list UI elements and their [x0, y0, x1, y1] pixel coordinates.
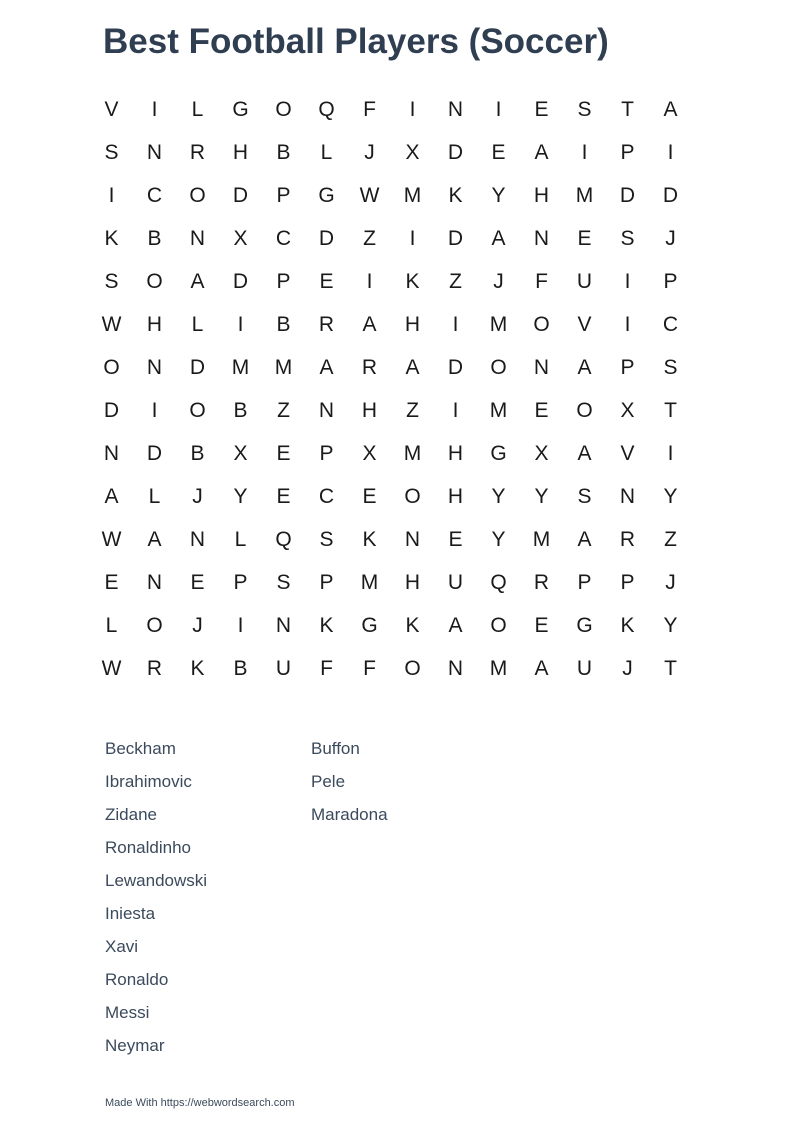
- word-list-item: Lewandowski: [105, 871, 208, 890]
- grid-letter: A: [663, 97, 678, 121]
- grid-letter: A: [491, 226, 506, 250]
- grid-letter: W: [101, 656, 122, 680]
- grid-letter: J: [493, 269, 504, 293]
- grid-letter: H: [404, 312, 421, 336]
- grid-letter: J: [665, 570, 676, 594]
- word-list-item: Beckham: [105, 739, 176, 758]
- grid-letter: L: [191, 312, 204, 336]
- grid-letter: O: [189, 183, 206, 207]
- word-list-item: Messi: [105, 1003, 150, 1022]
- grid-letter: D: [146, 441, 163, 465]
- grid-letter: N: [103, 441, 120, 465]
- grid-letter: D: [189, 355, 206, 379]
- grid-letter: L: [105, 613, 118, 637]
- grid-letter: Y: [663, 613, 678, 637]
- grid-letter: E: [276, 441, 291, 465]
- grid-letter: I: [151, 398, 158, 422]
- grid-letter: Y: [663, 484, 678, 508]
- grid-row: [90, 217, 692, 260]
- grid-letter: N: [318, 398, 335, 422]
- word-list-item: Neymar: [105, 1036, 165, 1055]
- grid-letter: F: [320, 656, 333, 680]
- grid-letter: D: [447, 355, 464, 379]
- grid-letter: R: [361, 355, 378, 379]
- grid-letter: C: [662, 312, 679, 336]
- grid-letter: B: [276, 312, 291, 336]
- grid-letter: O: [404, 484, 421, 508]
- grid-letter: N: [146, 140, 163, 164]
- grid-letter: W: [101, 312, 122, 336]
- grid-letter: H: [447, 484, 464, 508]
- grid-letter: P: [620, 570, 635, 594]
- grid-letter: H: [404, 570, 421, 594]
- grid-letter: V: [577, 312, 592, 336]
- grid-letter: D: [447, 226, 464, 250]
- grid-letter: J: [192, 484, 203, 508]
- grid-letter: Q: [490, 570, 507, 594]
- word-list-item: Pele: [311, 772, 346, 791]
- grid-letter: C: [275, 226, 292, 250]
- grid-letter: T: [621, 97, 634, 121]
- grid-letter: B: [233, 398, 248, 422]
- grid-letter: G: [490, 441, 507, 465]
- grid-row: [90, 475, 692, 518]
- grid-letter: R: [533, 570, 550, 594]
- grid-letter: Z: [664, 527, 677, 551]
- word-list-item: Ronaldo: [105, 970, 169, 989]
- grid-letter: V: [620, 441, 635, 465]
- grid-letter: T: [664, 398, 677, 422]
- grid-letter: K: [319, 613, 334, 637]
- grid-letter: S: [577, 97, 592, 121]
- grid-letter: P: [663, 269, 678, 293]
- grid-letter: B: [233, 656, 248, 680]
- word-search-grid: [90, 88, 692, 690]
- grid-row: [90, 518, 692, 561]
- grid-letter: I: [495, 97, 502, 121]
- grid-letter: O: [404, 656, 421, 680]
- grid-letter: Z: [406, 398, 419, 422]
- word-list-item: Buffon: [311, 739, 360, 758]
- word-list-item: Xavi: [105, 937, 139, 956]
- grid-letter: E: [104, 570, 119, 594]
- grid-letter: O: [103, 355, 120, 379]
- grid-letter: S: [104, 269, 119, 293]
- grid-letter: I: [452, 312, 459, 336]
- grid-letter: E: [534, 613, 549, 637]
- grid-letter: N: [447, 656, 464, 680]
- grid-letter: L: [191, 97, 204, 121]
- grid-letter: X: [233, 441, 248, 465]
- grid-letter: I: [237, 613, 244, 637]
- grid-letter: B: [276, 140, 291, 164]
- grid-letter: I: [667, 441, 674, 465]
- grid-letter: U: [447, 570, 464, 594]
- word-list-item: Ibrahimovic: [105, 772, 192, 791]
- word-list-item: Zidane: [105, 805, 157, 824]
- grid-letter: X: [534, 441, 549, 465]
- grid-letter: A: [147, 527, 162, 551]
- grid-letter: R: [619, 527, 636, 551]
- grid-letter: E: [362, 484, 377, 508]
- grid-letter: G: [232, 97, 249, 121]
- grid-letter: A: [577, 527, 592, 551]
- grid-letter: D: [447, 140, 464, 164]
- grid-letter: O: [490, 613, 507, 637]
- grid-letter: E: [190, 570, 205, 594]
- grid-letter: M: [403, 183, 422, 207]
- grid-letter: A: [577, 441, 592, 465]
- grid-letter: K: [620, 613, 635, 637]
- grid-row: [90, 432, 692, 475]
- grid-letter: A: [190, 269, 205, 293]
- grid-letter: N: [404, 527, 421, 551]
- grid-letter: D: [103, 398, 120, 422]
- grid-letter: O: [533, 312, 550, 336]
- grid-letter: M: [360, 570, 379, 594]
- grid-letter: S: [620, 226, 635, 250]
- grid-letter: P: [319, 570, 334, 594]
- grid-letter: B: [190, 441, 205, 465]
- grid-letter: P: [620, 355, 635, 379]
- grid-letter: A: [448, 613, 463, 637]
- word-list-item: Ronaldinho: [105, 838, 192, 857]
- grid-letter: O: [576, 398, 593, 422]
- grid-letter: X: [620, 398, 635, 422]
- grid-letter: W: [359, 183, 380, 207]
- grid-letter: M: [532, 527, 551, 551]
- grid-letter: P: [276, 269, 291, 293]
- grid-letter: K: [405, 269, 420, 293]
- grid-letter: A: [319, 355, 334, 379]
- grid-letter: H: [232, 140, 249, 164]
- grid-letter: L: [234, 527, 247, 551]
- grid-letter: Y: [491, 183, 506, 207]
- grid-letter: U: [275, 656, 292, 680]
- grid-letter: C: [318, 484, 335, 508]
- word-list-item: Maradona: [311, 805, 388, 824]
- grid-letter: J: [192, 613, 203, 637]
- grid-letter: X: [405, 140, 420, 164]
- grid-letter: I: [108, 183, 115, 207]
- grid-letter: S: [104, 140, 119, 164]
- grid-letter: M: [489, 656, 508, 680]
- grid-letter: A: [534, 140, 549, 164]
- grid-letter: P: [233, 570, 248, 594]
- grid-letter: M: [403, 441, 422, 465]
- grid-letter: O: [146, 613, 163, 637]
- grid-letter: A: [104, 484, 119, 508]
- grid-letter: J: [364, 140, 375, 164]
- grid-letter: O: [146, 269, 163, 293]
- grid-row: [90, 174, 692, 217]
- grid-row: [90, 346, 692, 389]
- grid-letter: K: [405, 613, 420, 637]
- grid-letter: J: [622, 656, 633, 680]
- grid-letter: M: [231, 355, 250, 379]
- grid-letter: G: [318, 183, 335, 207]
- grid-letter: Q: [318, 97, 335, 121]
- grid-letter: I: [151, 97, 158, 121]
- grid-letter: D: [318, 226, 335, 250]
- grid-letter: R: [146, 656, 163, 680]
- grid-letter: R: [318, 312, 335, 336]
- footer-credit: Made With https://webwordsearch.com: [105, 1097, 295, 1109]
- grid-letter: E: [276, 484, 291, 508]
- grid-letter: N: [447, 97, 464, 121]
- grid-letter: K: [104, 226, 119, 250]
- grid-letter: K: [362, 527, 377, 551]
- grid-letter: D: [232, 183, 249, 207]
- grid-letter: E: [534, 97, 549, 121]
- grid-letter: D: [232, 269, 249, 293]
- grid-letter: Z: [363, 226, 376, 250]
- grid-letter: V: [104, 97, 119, 121]
- word-list-column-2: [311, 737, 388, 836]
- grid-letter: Q: [275, 527, 292, 551]
- grid-letter: U: [576, 269, 593, 293]
- grid-row: [90, 561, 692, 604]
- grid-letter: B: [147, 226, 162, 250]
- grid-row: [90, 647, 692, 690]
- grid-letter: S: [319, 527, 334, 551]
- grid-letter: N: [275, 613, 292, 637]
- grid-letter: H: [146, 312, 163, 336]
- grid-letter: S: [577, 484, 592, 508]
- grid-letter: E: [448, 527, 463, 551]
- grid-letter: Y: [491, 527, 506, 551]
- grid-letter: S: [276, 570, 291, 594]
- grid-letter: E: [577, 226, 592, 250]
- grid-letter: E: [319, 269, 334, 293]
- grid-letter: F: [363, 656, 376, 680]
- grid-row: [90, 303, 692, 346]
- grid-letter: I: [667, 140, 674, 164]
- grid-letter: N: [619, 484, 636, 508]
- grid-letter: F: [363, 97, 376, 121]
- grid-letter: Z: [277, 398, 290, 422]
- grid-letter: K: [448, 183, 463, 207]
- grid-letter: N: [189, 527, 206, 551]
- grid-letter: J: [665, 226, 676, 250]
- grid-letter: E: [534, 398, 549, 422]
- grid-letter: I: [624, 312, 631, 336]
- grid-letter: P: [319, 441, 334, 465]
- grid-letter: Y: [534, 484, 549, 508]
- grid-letter: M: [489, 312, 508, 336]
- grid-letter: M: [489, 398, 508, 422]
- grid-letter: I: [366, 269, 373, 293]
- grid-letter: Y: [233, 484, 248, 508]
- grid-letter: T: [664, 656, 677, 680]
- grid-letter: N: [146, 355, 163, 379]
- grid-letter: R: [189, 140, 206, 164]
- grid-letter: A: [405, 355, 420, 379]
- grid-letter: M: [575, 183, 594, 207]
- grid-letter: I: [624, 269, 631, 293]
- grid-letter: S: [663, 355, 678, 379]
- grid-letter: F: [535, 269, 548, 293]
- grid-letter: G: [576, 613, 593, 637]
- grid-letter: H: [361, 398, 378, 422]
- grid-letter: O: [490, 355, 507, 379]
- grid-letter: N: [189, 226, 206, 250]
- grid-letter: D: [662, 183, 679, 207]
- grid-letter: A: [362, 312, 377, 336]
- grid-letter: A: [534, 656, 549, 680]
- grid-letter: H: [533, 183, 550, 207]
- page-title: Best Football Players (Soccer): [103, 22, 609, 61]
- grid-letter: D: [619, 183, 636, 207]
- grid-letter: Y: [491, 484, 506, 508]
- grid-row: [90, 88, 692, 131]
- grid-row: [90, 131, 692, 174]
- grid-letter: I: [452, 398, 459, 422]
- grid-letter: X: [362, 441, 377, 465]
- grid-letter: G: [361, 613, 378, 637]
- grid-letter: I: [409, 97, 416, 121]
- grid-letter: P: [620, 140, 635, 164]
- grid-letter: L: [148, 484, 161, 508]
- grid-letter: H: [447, 441, 464, 465]
- grid-letter: L: [320, 140, 333, 164]
- grid-letter: O: [275, 97, 292, 121]
- grid-letter: Z: [449, 269, 462, 293]
- grid-letter: P: [577, 570, 592, 594]
- grid-letter: U: [576, 656, 593, 680]
- grid-row: [90, 604, 692, 647]
- grid-letter: M: [274, 355, 293, 379]
- grid-letter: K: [190, 656, 205, 680]
- grid-letter: W: [101, 527, 122, 551]
- grid-letter: X: [233, 226, 248, 250]
- grid-letter: I: [409, 226, 416, 250]
- grid-letter: E: [491, 140, 506, 164]
- grid-letter: N: [146, 570, 163, 594]
- grid-letter: O: [189, 398, 206, 422]
- grid-row: [90, 260, 692, 303]
- word-list-item: Iniesta: [105, 904, 156, 923]
- grid-letter: N: [533, 355, 550, 379]
- grid-letter: I: [237, 312, 244, 336]
- grid-letter: I: [581, 140, 588, 164]
- word-list-column-1: [105, 737, 207, 1067]
- grid-letter: P: [276, 183, 291, 207]
- grid-letter: C: [146, 183, 163, 207]
- grid-letter: N: [533, 226, 550, 250]
- grid-letter: A: [577, 355, 592, 379]
- grid-row: [90, 389, 692, 432]
